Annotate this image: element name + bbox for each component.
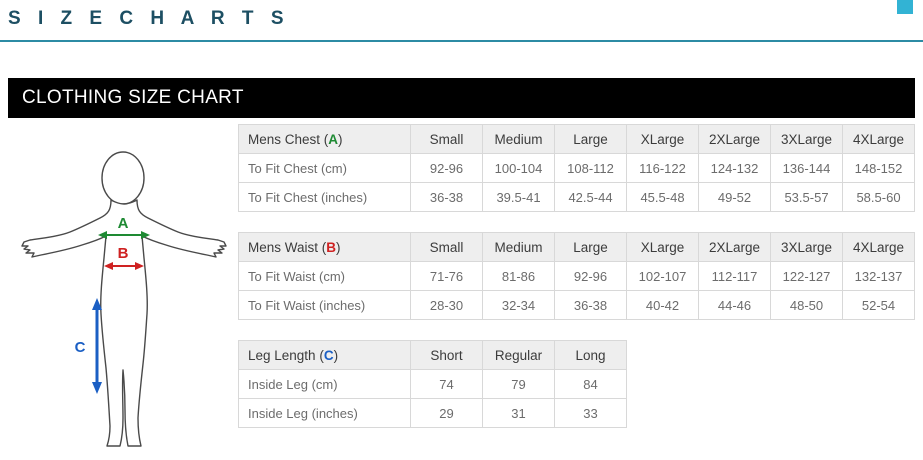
table-row (239, 341, 627, 370)
body-figure-icon (8, 118, 238, 452)
page-title: S I Z E C H A R T S (8, 8, 290, 29)
table-header-label: Leg Length (C) (239, 341, 411, 370)
cell: 71-76 (411, 262, 483, 291)
cell: 32-34 (483, 291, 555, 320)
column-header: 4XLarge (843, 233, 915, 262)
column-header: 4XLarge (843, 125, 915, 154)
cell: 108-112 (555, 154, 627, 183)
column-header: XLarge (627, 125, 699, 154)
cell: 53.5-57 (771, 183, 843, 212)
row-label: Inside Leg (inches) (239, 399, 411, 428)
column-header: XLarge (627, 233, 699, 262)
table-row (239, 125, 915, 154)
table-leg-length (238, 340, 627, 428)
cell: 36-38 (411, 183, 483, 212)
corner-badge-icon (897, 0, 913, 14)
cell: 31 (483, 399, 555, 428)
cell: 42.5-44 (555, 183, 627, 212)
chart-header-label: CLOTHING SIZE CHART (22, 87, 244, 108)
row-label: To Fit Chest (inches) (239, 183, 411, 212)
cell: 92-96 (411, 154, 483, 183)
cell: 112-117 (699, 262, 771, 291)
column-header: 2XLarge (699, 233, 771, 262)
column-header: Long (555, 341, 627, 370)
cell: 102-107 (627, 262, 699, 291)
figure-label-a: A (117, 215, 129, 232)
measure-letter: B (326, 239, 337, 255)
row-label: To Fit Waist (inches) (239, 291, 411, 320)
table-header-label: Mens Chest (A) (239, 125, 411, 154)
column-header: Large (555, 233, 627, 262)
figure-label-c: C (74, 339, 86, 356)
row-label: To Fit Chest (cm) (239, 154, 411, 183)
cell: 132-137 (843, 262, 915, 291)
table-row (239, 154, 915, 183)
title-divider (0, 40, 923, 42)
table-mens-waist (238, 232, 915, 320)
table-row (239, 370, 627, 399)
column-header: Medium (483, 233, 555, 262)
cell: 136-144 (771, 154, 843, 183)
measure-letter: C (323, 347, 334, 363)
cell: 79 (483, 370, 555, 399)
cell: 52-54 (843, 291, 915, 320)
cell: 40-42 (627, 291, 699, 320)
measure-letter: A (328, 131, 339, 147)
table-row (239, 399, 627, 428)
chart-header-bar (8, 78, 915, 118)
cell: 84 (555, 370, 627, 399)
cell: 45.5-48 (627, 183, 699, 212)
cell: 116-122 (627, 154, 699, 183)
table-row (239, 183, 915, 212)
table-row (239, 291, 915, 320)
column-header: Regular (483, 341, 555, 370)
cell: 81-86 (483, 262, 555, 291)
cell: 29 (411, 399, 483, 428)
cell: 36-38 (555, 291, 627, 320)
column-header: 3XLarge (771, 125, 843, 154)
table-header-label: Mens Waist (B) (239, 233, 411, 262)
size-tables (238, 118, 915, 452)
body-figure (8, 118, 238, 452)
cell: 100-104 (483, 154, 555, 183)
table-mens-chest (238, 124, 915, 212)
cell: 122-127 (771, 262, 843, 291)
cell: 48-50 (771, 291, 843, 320)
column-header: Medium (483, 125, 555, 154)
column-header: Small (411, 125, 483, 154)
cell: 92-96 (555, 262, 627, 291)
cell: 28-30 (411, 291, 483, 320)
cell: 58.5-60 (843, 183, 915, 212)
column-header: Large (555, 125, 627, 154)
table-row (239, 233, 915, 262)
column-header: Short (411, 341, 483, 370)
cell: 39.5-41 (483, 183, 555, 212)
figure-label-b: B (117, 245, 129, 262)
cell: 148-152 (843, 154, 915, 183)
table-spacer (238, 212, 915, 232)
table-spacer (238, 320, 915, 340)
cell: 74 (411, 370, 483, 399)
table-row (239, 262, 915, 291)
row-label: To Fit Waist (cm) (239, 262, 411, 291)
cell: 49-52 (699, 183, 771, 212)
cell: 124-132 (699, 154, 771, 183)
cell: 33 (555, 399, 627, 428)
chart-body (8, 118, 915, 452)
column-header: 3XLarge (771, 233, 843, 262)
column-header: Small (411, 233, 483, 262)
row-label: Inside Leg (cm) (239, 370, 411, 399)
column-header: 2XLarge (699, 125, 771, 154)
cell: 44-46 (699, 291, 771, 320)
